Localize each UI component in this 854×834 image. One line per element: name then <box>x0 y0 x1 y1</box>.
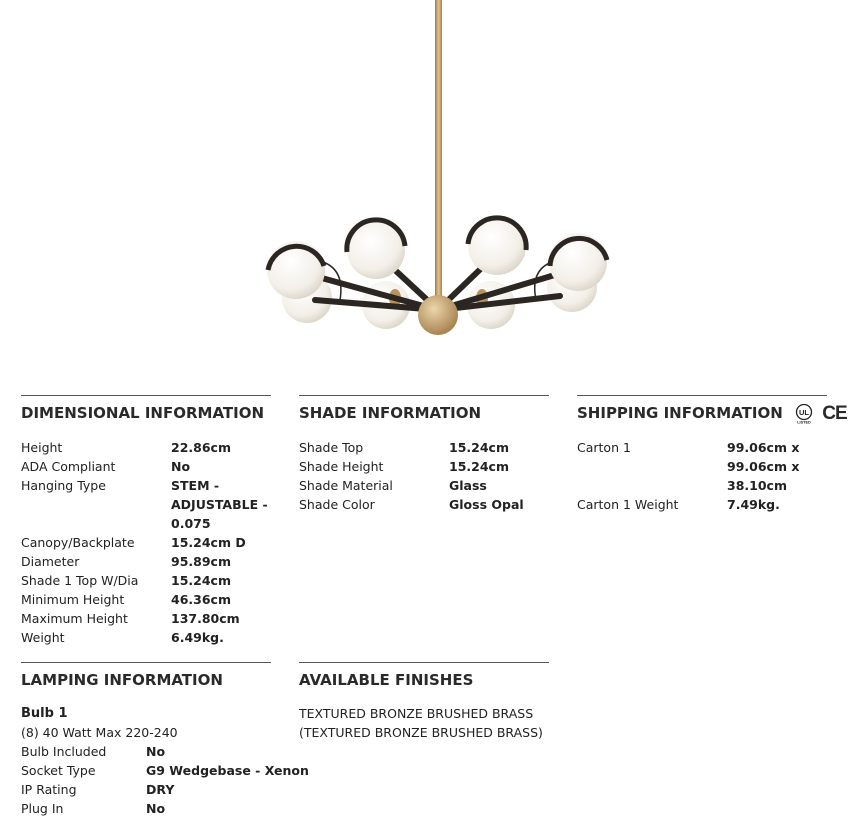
spec-label: Canopy/Backplate <box>21 535 135 550</box>
spec-row <box>21 438 271 457</box>
spec-label: Shade 1 Top W/Dia <box>21 573 139 588</box>
spec-label: Shade Material <box>299 478 393 493</box>
shade-rows <box>299 438 549 514</box>
spec-label: Minimum Height <box>21 592 125 607</box>
spec-row <box>21 761 309 780</box>
spec-value: Glass <box>449 478 487 493</box>
spec-label: Maximum Height <box>21 611 128 626</box>
section-title: DIMENSIONAL INFORMATION <box>21 404 265 422</box>
finish-line: (TEXTURED BRONZE BRUSHED BRASS) <box>299 725 543 740</box>
spec-row <box>21 799 271 818</box>
spec-row <box>21 780 271 799</box>
spec-value: No <box>146 744 166 759</box>
spec-row <box>21 457 271 476</box>
spec-label: Bulb Included <box>21 744 107 759</box>
spec-value: Gloss Opal <box>449 497 524 512</box>
ul-sub-text: LISTED <box>797 420 811 424</box>
spec-row <box>299 495 549 514</box>
spec-row <box>577 495 827 514</box>
spec-value: 95.89cm <box>171 554 231 569</box>
finish-line: TEXTURED BRONZE BRUSHED BRASS <box>299 706 534 721</box>
lamping-section <box>21 662 309 818</box>
spec-value: 99.06cm x 99.06cm x 38.10cm <box>727 440 800 493</box>
spec-row <box>21 533 271 552</box>
spec-value: 137.80cm <box>171 611 240 626</box>
spec-row <box>577 438 827 495</box>
spec-value: 7.49kg. <box>727 497 780 512</box>
lamping-body <box>21 704 309 818</box>
spec-row <box>21 609 271 628</box>
spec-value: 15.24cm <box>449 459 509 474</box>
spec-label: Socket Type <box>21 763 96 778</box>
dimensional-rows <box>21 438 271 647</box>
section-title-row <box>577 402 847 424</box>
bulb-title: Bulb 1 <box>21 706 68 721</box>
spec-row <box>21 571 271 590</box>
spec-label: Weight <box>21 630 65 645</box>
spec-label: Shade Top <box>299 440 364 455</box>
spec-label: Carton 1 Weight <box>577 497 679 512</box>
spec-value: STEM - ADJUSTABLE - 0.075 <box>171 478 268 531</box>
spec-label: Shade Height <box>299 459 384 474</box>
spec-row <box>21 552 271 571</box>
section-title: SHIPPING INFORMATION <box>577 404 783 422</box>
section-title: AVAILABLE FINISHES <box>299 671 474 689</box>
spec-label: Shade Color <box>299 497 375 512</box>
finishes-section <box>299 662 549 742</box>
spec-label: Diameter <box>21 554 80 569</box>
spec-value: 15.24cm <box>449 440 509 455</box>
section-title: LAMPING INFORMATION <box>21 671 223 689</box>
section-title: SHADE INFORMATION <box>299 404 482 422</box>
spec-row <box>299 457 549 476</box>
spec-row <box>21 476 271 533</box>
spec-label: Hanging Type <box>21 478 106 493</box>
spec-value: G9 Wedgebase - Xenon <box>146 763 309 778</box>
spec-label: Height <box>21 440 63 455</box>
spec-value: No <box>146 801 166 816</box>
bulb-description: (8) 40 Watt Max 220-240 <box>21 725 178 740</box>
spec-row <box>21 628 271 647</box>
spec-row <box>299 438 549 457</box>
dimensional-section <box>21 395 271 647</box>
product-image <box>0 0 854 375</box>
spec-row <box>299 476 549 495</box>
spec-value: DRY <box>146 782 175 797</box>
spec-label: IP Rating <box>21 782 77 797</box>
finishes-list <box>299 704 549 742</box>
ul-listed-icon <box>794 404 814 424</box>
spec-row <box>21 590 271 609</box>
spec-value: 15.24cm <box>171 573 231 588</box>
spec-label: ADA Compliant <box>21 459 116 474</box>
spec-label: Plug In <box>21 801 64 816</box>
ul-text: UL <box>799 407 810 417</box>
spec-value: 46.36cm <box>171 592 231 607</box>
shipping-section <box>577 395 847 514</box>
spec-row <box>21 742 271 761</box>
shade-section <box>299 395 549 514</box>
spec-value: 22.86cm <box>171 440 231 455</box>
spec-value: 6.49kg. <box>171 630 224 645</box>
spec-value: No <box>171 459 191 474</box>
ce-mark-icon: CE <box>822 402 847 424</box>
shipping-rows <box>577 438 827 514</box>
chandelier-icon <box>0 0 854 375</box>
spec-value: 15.24cm D <box>171 535 246 550</box>
spec-label: Carton 1 <box>577 440 631 455</box>
